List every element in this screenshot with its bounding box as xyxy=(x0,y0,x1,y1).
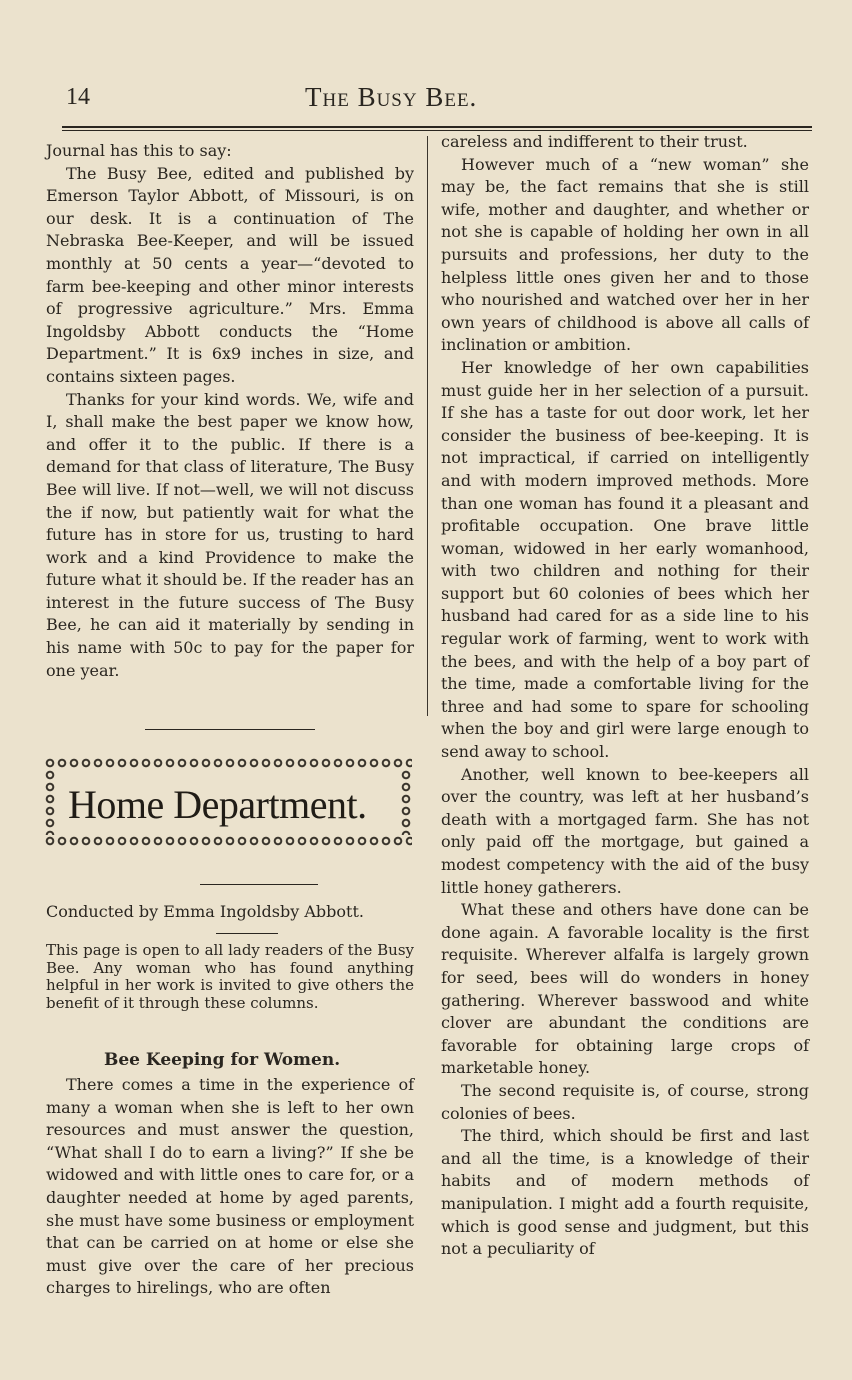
ornamental-border-bottom xyxy=(44,835,412,847)
left-column-intro xyxy=(46,140,414,682)
paragraph: There comes a time in the experience of many a woman when she is left to her own resources and must answer the question, “What shall I do to earn a living?” If she be widowed and with little ones to care for, or a daughter needed at home by aged parents, she must have some business or employment that can be carried on at home or else she must give over the care of her precious charges to hirelings, who are often xyxy=(46,1075,414,1298)
column-divider xyxy=(427,136,428,716)
page-header xyxy=(0,80,852,120)
paragraph: Journal has this to say: xyxy=(46,141,232,160)
paragraph: Thanks for your kind words. We, wife and I, shall make the best paper we know how, and offer it to the public. If there is a demand for that class of literature, The Busy Bee will live. If not—well, we will not discuss the if now, but patiently wait for what the future has in store for us, trusting to hard work and a kind Providence to make the future what it should be. If the reader has an interest in the future success of The Busy Bee, he can aid it materially by sending in his name with 50c to pay for the paper for one year. xyxy=(46,389,414,680)
right-column xyxy=(441,131,809,1261)
home-department-banner xyxy=(44,757,412,857)
paragraph: Another, well known to bee-keepers all over the country, was left at her husband’s death with a mortgaged farm. She has not only paid off the mortgage, but gained a modest competency with the aid of the busy little honey gatherers. xyxy=(441,764,809,897)
conducted-by: Conducted by Emma Ingoldsby Abbott. xyxy=(46,902,364,921)
paragraph: The second requisite is, of course, strong colonies of bees. xyxy=(441,1080,809,1123)
section-rule xyxy=(216,933,278,934)
article-title: Bee Keeping for Women. xyxy=(104,1050,341,1070)
header-rule xyxy=(62,126,812,128)
department-notice: This page is open to all lady readers of the Busy Bee. Any woman who has found anything helpful in her work is invited to give others the benefit of it through these columns. xyxy=(46,941,414,1012)
paragraph: What these and others have done can be done again. A favorable locality is the first requisite. Wherever alfalfa is largely grown for seed, bees will do wonders in honey gathering. Wherever basswood and white clover are abundant the conditions are favorable for obtaining large crops of marketable honey. xyxy=(441,900,809,1078)
section-rule xyxy=(145,729,315,730)
page-number: 14 xyxy=(66,84,90,110)
paragraph: However much of a “new woman” she may be, the fact remains that she is still wife, mother and daughter, and whether or not she is capable of holding her own in all pursuits and professions, her duty to the helpless little ones given her and to those who nourished and watched over her in her own years of childhood is above all calls of inclination or ambition. xyxy=(441,154,809,355)
paragraph: Her knowledge of her own capabilities must guide her in her selection of a pursuit. If she has a taste for out door work, let her consider the business of bee-keeping. It is not impractical, if carried on intelligently and with modern improved methods. More than one woman has found it a pleasant and profitable occupation. One brave little woman, widowed in her early womanhood, with two children and nothing for their support but 60 colonies of bees which her husband had cared for as a side line to his regular work of farming, went to work with the bees, and with the help of a boy part of the time, made a comfortable living for the three and had some to spare for schooling when the boy and girl were large enough to send away to school. xyxy=(441,357,809,762)
paragraph: The third, which should be first and last and all the time, is a knowledge of their habits and of modern methods of manipulation. I might add a fourth requisite, which is good sense and judgment, but this not a peculiarity of xyxy=(441,1126,809,1259)
paragraph: careless and indifferent to their trust. xyxy=(441,132,748,151)
section-rule xyxy=(200,884,318,885)
paragraph: The Busy Bee, edited and published by Emerson Taylor Abbott, of Missouri, is on our desk. It is a continuation of The Nebraska Bee-Keeper, and will be issued monthly at 50 cents a year—“devoted to farm bee-keeping and other minor interests of progressive agriculture.” Mrs. Emma Ingoldsby Abbott conducts the “Home Department.” It is 6x9 inches in size, and contains sixteen pages. xyxy=(46,163,414,386)
ornamental-border-top xyxy=(44,757,412,769)
ornamental-border-left xyxy=(44,769,56,835)
running-title: The Busy Bee. xyxy=(305,82,478,112)
left-column-article xyxy=(46,1074,414,1300)
home-department-title: Home Department. xyxy=(68,782,367,827)
